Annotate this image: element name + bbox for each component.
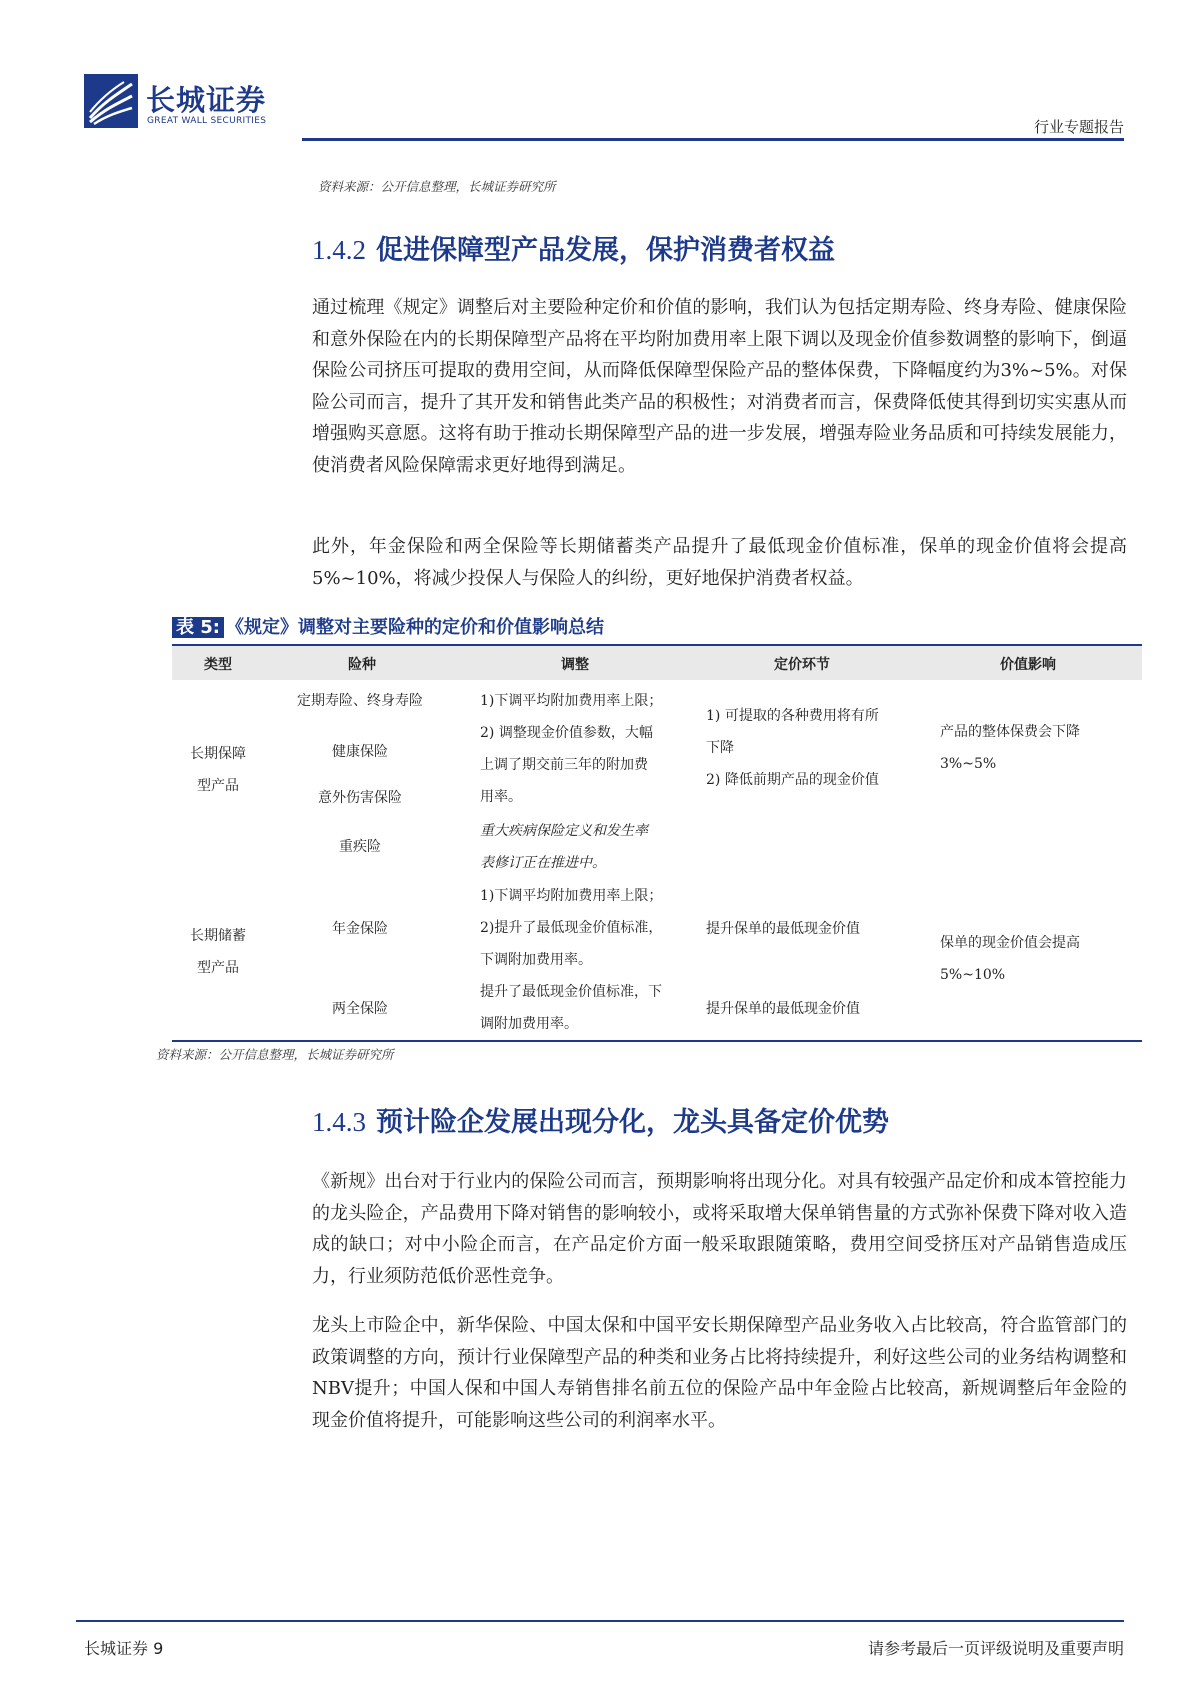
report-type-label: 行业专题报告 [1033, 118, 1124, 136]
table-cell-adjust-ci [480, 815, 690, 879]
table-cell-value [940, 927, 1140, 991]
section-number: 1.4.3 [312, 1107, 366, 1137]
table-cell-adjust [480, 880, 690, 976]
great-wall-logo-icon [84, 74, 138, 128]
section-heading-1-4-3 [312, 1100, 889, 1139]
table-header-cell: 价值影响 [1000, 657, 1056, 673]
table-label: 表 5: [172, 617, 224, 638]
table-title: 《规定》调整对主要险种的定价和价值影响总结 [226, 617, 604, 638]
table-header-cell: 定价环节 [774, 657, 830, 673]
cell-line: 下调附加费用率。 [480, 952, 592, 968]
table-cell-kind: 健康保险 [332, 744, 388, 760]
table-caption [172, 612, 604, 644]
paragraph: 通过梳理《规定》调整后对主要险种定价和价值的影响，我们认为包括定期寿险、终身寿险、健康保险和意外保险在内的长期保障型产品将在平均附加费用率上限下调以及现金价值参数调整的影响下，倒逼保险公司挤压可提取的费用空间，从而降低保障型保险产品的整体保费，下降幅度约为3%~5%。对保险公司而言，提升了其开发和销售此类产品的积极性；对消费者而言，保费降低使其得到切实实惠从而增强购买意愿。这将有助于推动长期保障型产品的进一步发展，增强寿险业务品质和可持续发展能力，使消费者风险保障需求更好地得到满足。 [312, 297, 1127, 476]
cell-line: 2) 调整现金价值参数，大幅 [480, 725, 653, 741]
cell-line: 下降 [706, 740, 734, 756]
table-cell-kind: 年金保险 [332, 921, 388, 937]
table-cell-kind: 重疾险 [339, 839, 381, 855]
cell-line: 表修订正在推进中。 [480, 855, 606, 871]
cell-line: 1)下调平均附加费用率上限； [480, 888, 663, 904]
company-logo [84, 74, 294, 136]
cell-line: 上调了期交前三年的附加费 [480, 757, 648, 773]
table-header-cell: 险种 [348, 657, 376, 673]
logo-english-name: GREAT WALL SECURITIES [147, 116, 267, 126]
cell-line: 产品的整体保费会下降 [940, 724, 1080, 740]
table-header-row [172, 646, 1142, 680]
cell-line: 调附加费用率。 [480, 1016, 578, 1032]
table-cell-type [172, 920, 264, 984]
footer-divider [76, 1620, 1124, 1622]
section-heading-1-4-2 [312, 228, 835, 267]
cell-line: 长期保障 [190, 746, 246, 762]
cell-line: 型产品 [197, 960, 239, 976]
cell-line: 2) 降低前期产品的现金价值 [706, 772, 879, 788]
paragraph: 龙头上市险企中，新华保险、中国太保和中国平安长期保障型产品业务收入占比较高，符合监管部门的政策调整的方向，预计行业保障型产品的种类和业务占比将持续提升，利好这些公司的业务结构调整和NBV提升；中国人保和中国人寿销售排名前五位的保险产品中年金险占比较高，新规调整后年金险的现金价值将提升，可能影响这些公司的利润率水平。 [312, 1315, 1127, 1431]
cell-line: 1)下调平均附加费用率上限； [480, 693, 663, 709]
table-cell-value [940, 716, 1140, 780]
cell-line: 5%~10% [940, 967, 1006, 983]
cell-line: 1) 可提取的各种费用将有所 [706, 708, 879, 724]
footer-disclaimer-note: 请参考最后一页评级说明及重要声明 [867, 1639, 1124, 1658]
table-bottom-rule [172, 1040, 1142, 1042]
section-title: 预计险企发展出现分化，龙头具备定价优势 [376, 1107, 889, 1138]
cell-line: 用率。 [480, 789, 522, 805]
table-cell-kind: 意外伤害保险 [318, 790, 402, 806]
table-cell-pricing: 提升保单的最低现金价值 [706, 1001, 860, 1017]
table-cell-type [172, 738, 264, 802]
table-header-cell: 调整 [561, 657, 589, 673]
table-cell-pricing: 提升保单的最低现金价值 [706, 921, 860, 937]
cell-line: 3%~5% [940, 756, 997, 772]
cell-line: 2)提升了最低现金价值标准， [480, 920, 663, 936]
paragraph: 此外，年金保险和两全保险等长期储蓄类产品提升了最低现金价值标准，保单的现金价值将会提高5%~10%，将减少投保人与保险人的纠纷，更好地保护消费者权益。 [312, 536, 1127, 589]
header-divider [302, 138, 1124, 141]
logo-chinese-name: 长城证券 [146, 83, 267, 117]
source-note-table: 资料来源：公开信息整理，长城证券研究所 [156, 1047, 394, 1062]
table-cell-adjust [480, 685, 690, 813]
cell-line: 保单的现金价值会提高 [940, 935, 1080, 951]
cell-line: 型产品 [197, 778, 239, 794]
table-cell-kind: 定期寿险、终身寿险 [297, 693, 423, 709]
source-note-top: 资料来源：公开信息整理，长城证券研究所 [318, 179, 556, 194]
table-cell-kind: 两全保险 [332, 1001, 388, 1017]
footer-page-number: 长城证券 9 [84, 1639, 164, 1658]
paragraph: 《新规》出台对于行业内的保险公司而言，预期影响将出现分化。对具有较强产品定价和成本管控能力的龙头险企，产品费用下降对销售的影响较小，或将采取增大保单销售量的方式弥补保费下降对收入造成的缺口；对中小险企而言，在产品定价方面一般采取跟随策略，费用空间受挤压对产品销售造成压力，行业须防范低价恶性竞争。 [312, 1171, 1127, 1287]
section-number: 1.4.2 [312, 235, 366, 265]
cell-line: 长期储蓄 [190, 928, 246, 944]
cell-line: 提升了最低现金价值标准，下 [480, 984, 662, 1000]
cell-line: 重大疾病保险定义和发生率 [480, 823, 648, 839]
table-cell-adjust [480, 976, 690, 1040]
table-header-cell: 类型 [204, 657, 232, 673]
section-title: 促进保障型产品发展，保护消费者权益 [376, 235, 835, 266]
table-cell-pricing [706, 700, 931, 796]
